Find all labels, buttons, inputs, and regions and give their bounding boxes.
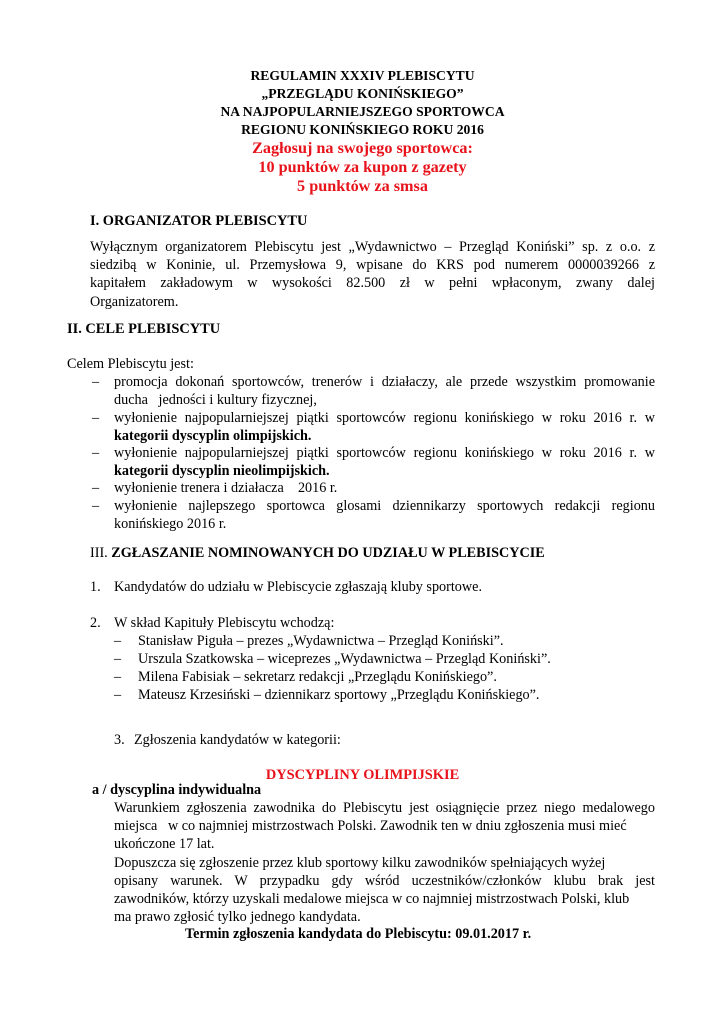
goal-1-line-1: promocja dokonań sportowców, trenerów i działaczy, ale przede wszystkim promowanie [114,374,655,390]
section-1-title: I. ORGANIZATOR PLEBISCYTU [90,213,308,229]
dash-icon: – [92,480,100,496]
chapter-member-3: Milena Fabisiak – sekretarz redakcji „Przeglądu Konińskiego”. [138,669,497,685]
rule-line-3: ukończone 17 lat. [114,836,215,853]
goal-5-line-2: konińskiego 2016 r. [114,516,227,533]
rule-line-1: Warunkiem zgłoszenia zawodnika do Plebiscytu jest osiągnięcie przez niego medalowego [114,800,655,816]
organizer-line-1: Wyłącznym organizatorem Plebiscytu jest „Wydawnictwo – Przegląd Koniński” sp. z o.o. z [90,239,655,255]
dash-icon: – [114,633,122,649]
title-line-1: REGULAMIN XXXIV PLEBISCYTU [250,68,475,83]
dash-icon: – [114,651,122,667]
chapter-member-1: Stanisław Piguła – prezes „Wydawnictwa – Przegląd Koniński”. [138,633,504,649]
organizer-line-4: Organizatorem. [90,293,179,310]
chapter-member-4: Mateusz Krzesiński – dziennikarz sportowy „Przeglądu Konińskiego”. [138,687,540,703]
dash-icon: – [92,410,100,426]
goal-5-line-1: wyłonienie najlepszego sportowca glosami dziennikarzy sportowych redakcji regionu [114,498,655,514]
goal-item-2 [114,409,655,445]
deadline-note: Termin zgłoszenia kandydata do Plebiscytu: 09.01.2017 r. [185,926,532,942]
nomination-rule-3: Zgłoszenia kandydatów w kategorii: [134,732,341,748]
chapter-member-2: Urszula Szatkowska – wiceprezes „Wydawnictwa – Przegląd Koniński”. [138,651,551,667]
olympic-disciplines-title: DYSCYPLINY OLIMPIJSKIE [265,767,460,783]
organizer-line-2: siedzibą w Koninie, ul. Przemysłowa 9, wpisane do KRS pod numerem 0000039266 z [90,257,655,274]
title-line-4: REGIONU KONIŃSKIEGO ROKU 2016 [241,122,484,137]
goal-1-line-2: ducha jedności i kultury fizycznej, [114,392,317,409]
goal-3-line-1: wyłonienie najpopularniejszej piątki sportowców regionu konińskiego w roku 2016 r. w [114,445,655,461]
dash-icon: – [92,498,100,514]
rule-line-5: opisany warunek. W przypadku gdy wśród uczestników/członków klubu brak jest [114,872,655,889]
organizer-paragraph [90,238,655,311]
goal-item-5 [114,497,655,533]
organizer-line-3: kapitałem zakładowym w wysokości 82.500 zł w pełni wpłaconym, zwany dalej [90,275,655,292]
goal-3-line-2: kategorii dyscyplin nieolimpijskich. [114,463,330,480]
list-number-1: 1. [90,579,101,595]
dash-icon: – [92,374,100,390]
goals-intro: Celem Plebiscytu jest: [67,356,194,372]
vote-heading: Zagłosuj na swojego sportowca: [252,139,473,157]
goal-2-line-1: wyłonienie najpopularniejszej piątki sportowców regionu konińskiego w roku 2016 r. w [114,410,655,426]
nomination-rule-1: Kandydatów do udziału w Plebiscycie zgłaszają kluby sportowe. [114,579,482,595]
individual-discipline-rules [114,799,655,926]
title-line-3: NA NAJPOPULARNIEJSZEGO SPORTOWCA [220,104,505,119]
section-2-title: II. CELE PLEBISCYTU [67,321,221,337]
rule-line-6: zawodników, którzy uzyskali medalowe miejsca w co najmniej mistrzostwach Polski, klub [114,891,630,908]
vote-coupon-points: 10 punktów za kupon z gazety [258,158,467,176]
rule-line-2: miejsca w co najmniej mistrzostwach Polski. Zawodnik ten w dniu zgłoszenia musi mieć [114,818,627,835]
list-number-3: 3. [114,732,125,748]
rule-line-7: ma prawo zgłosić tylko jednego kandydata. [114,909,361,926]
vote-sms-points: 5 punktów za smsa [297,177,428,195]
goal-item-1 [114,373,655,409]
title-line-2: „PRZEGLĄDU KONIŃSKIEGO” [261,86,464,101]
section-3-number: III. [90,545,108,561]
goal-item-3 [114,444,655,480]
goal-item-4: wyłonienie trenera i działacza 2016 r. [114,480,338,496]
list-number-2: 2. [90,615,101,631]
dash-icon: – [114,687,122,703]
section-3-heading [90,544,545,562]
nomination-rule-2: W skład Kapituły Plebiscytu wchodzą: [114,615,335,631]
dash-icon: – [114,669,122,685]
individual-discipline-subtitle: a / dyscyplina indywidualna [92,782,262,798]
section-3-title: ZGŁASZANIE NOMINOWANYCH DO UDZIAŁU W PLEBISCYCIE [111,545,545,561]
rule-line-4: Dopuszcza się zgłoszenie przez klub sportowy kilku zawodników spełniających wyżej [114,854,606,871]
dash-icon: – [92,445,100,461]
goal-2-line-2: kategorii dyscyplin olimpijskich. [114,428,312,445]
